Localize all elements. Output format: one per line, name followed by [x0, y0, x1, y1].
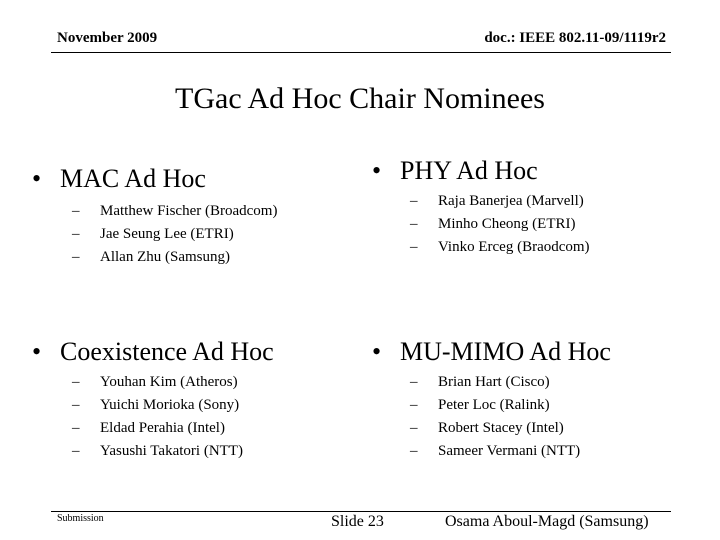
footer-submission: Submission	[57, 513, 104, 524]
bullet-icon: •	[32, 337, 42, 366]
dash-icon: –	[410, 397, 418, 413]
list-item: – Allan Zhu (Samsung)	[72, 246, 277, 269]
dash-icon: –	[410, 374, 418, 390]
coexistence-member-list	[72, 371, 274, 463]
bullet-icon: •	[372, 156, 382, 185]
mac-member-list	[72, 200, 277, 269]
list-item: – Yasushi Takatori (NTT)	[72, 440, 274, 463]
mac-heading-text: MAC Ad Hoc	[60, 164, 206, 193]
dash-icon: –	[410, 420, 418, 436]
dash-icon: –	[72, 420, 80, 436]
list-item: – Matthew Fischer (Broadcom)	[72, 200, 277, 223]
phy-heading	[372, 156, 590, 186]
dash-icon: –	[72, 249, 80, 265]
list-item: – Peter Loc (Ralink)	[410, 394, 611, 417]
dash-icon: –	[410, 443, 418, 459]
dash-icon: –	[72, 397, 80, 413]
list-item: – Jae Seung Lee (ETRI)	[72, 223, 277, 246]
list-item: – Minho Cheong (ETRI)	[410, 213, 590, 236]
dash-icon: –	[410, 239, 418, 255]
footer-author: Osama Aboul-Magd (Samsung)	[445, 513, 649, 530]
dash-icon: –	[72, 374, 80, 390]
list-item: – Brian Hart (Cisco)	[410, 371, 611, 394]
mu-mimo-heading	[372, 337, 611, 367]
list-item: – Youhan Kim (Atheros)	[72, 371, 274, 394]
list-item: – Robert Stacey (Intel)	[410, 417, 611, 440]
coexistence-heading	[32, 337, 274, 367]
mac-section	[32, 164, 277, 269]
header-divider	[51, 52, 671, 53]
coexistence-section	[32, 337, 274, 463]
phy-section	[372, 156, 590, 259]
list-item: – Eldad Perahia (Intel)	[72, 417, 274, 440]
dash-icon: –	[410, 193, 418, 209]
header-date: November 2009	[57, 30, 158, 46]
mac-heading	[32, 164, 277, 194]
slide-title: TGac Ad Hoc Chair Nominees	[175, 82, 545, 115]
dash-icon: –	[72, 226, 80, 242]
mu-mimo-section	[372, 337, 611, 463]
mu-mimo-member-list	[410, 371, 611, 463]
dash-icon: –	[72, 203, 80, 219]
header-doc-id: doc.: IEEE 802.11-09/1119r2	[484, 30, 666, 46]
mu-mimo-heading-text: MU-MIMO Ad Hoc	[400, 337, 611, 366]
list-item: – Vinko Erceg (Braodcom)	[410, 236, 590, 259]
list-item: – Sameer Vermani (NTT)	[410, 440, 611, 463]
dash-icon: –	[72, 443, 80, 459]
footer-divider	[51, 511, 671, 512]
phy-heading-text: PHY Ad Hoc	[400, 156, 538, 185]
bullet-icon: •	[372, 337, 382, 366]
coexistence-heading-text: Coexistence Ad Hoc	[60, 337, 274, 366]
list-item: – Raja Banerjea (Marvell)	[410, 190, 590, 213]
dash-icon: –	[410, 216, 418, 232]
phy-member-list	[410, 190, 590, 259]
list-item: – Yuichi Morioka (Sony)	[72, 394, 274, 417]
bullet-icon: •	[32, 164, 42, 193]
footer-slide-number: Slide 23	[331, 513, 384, 530]
